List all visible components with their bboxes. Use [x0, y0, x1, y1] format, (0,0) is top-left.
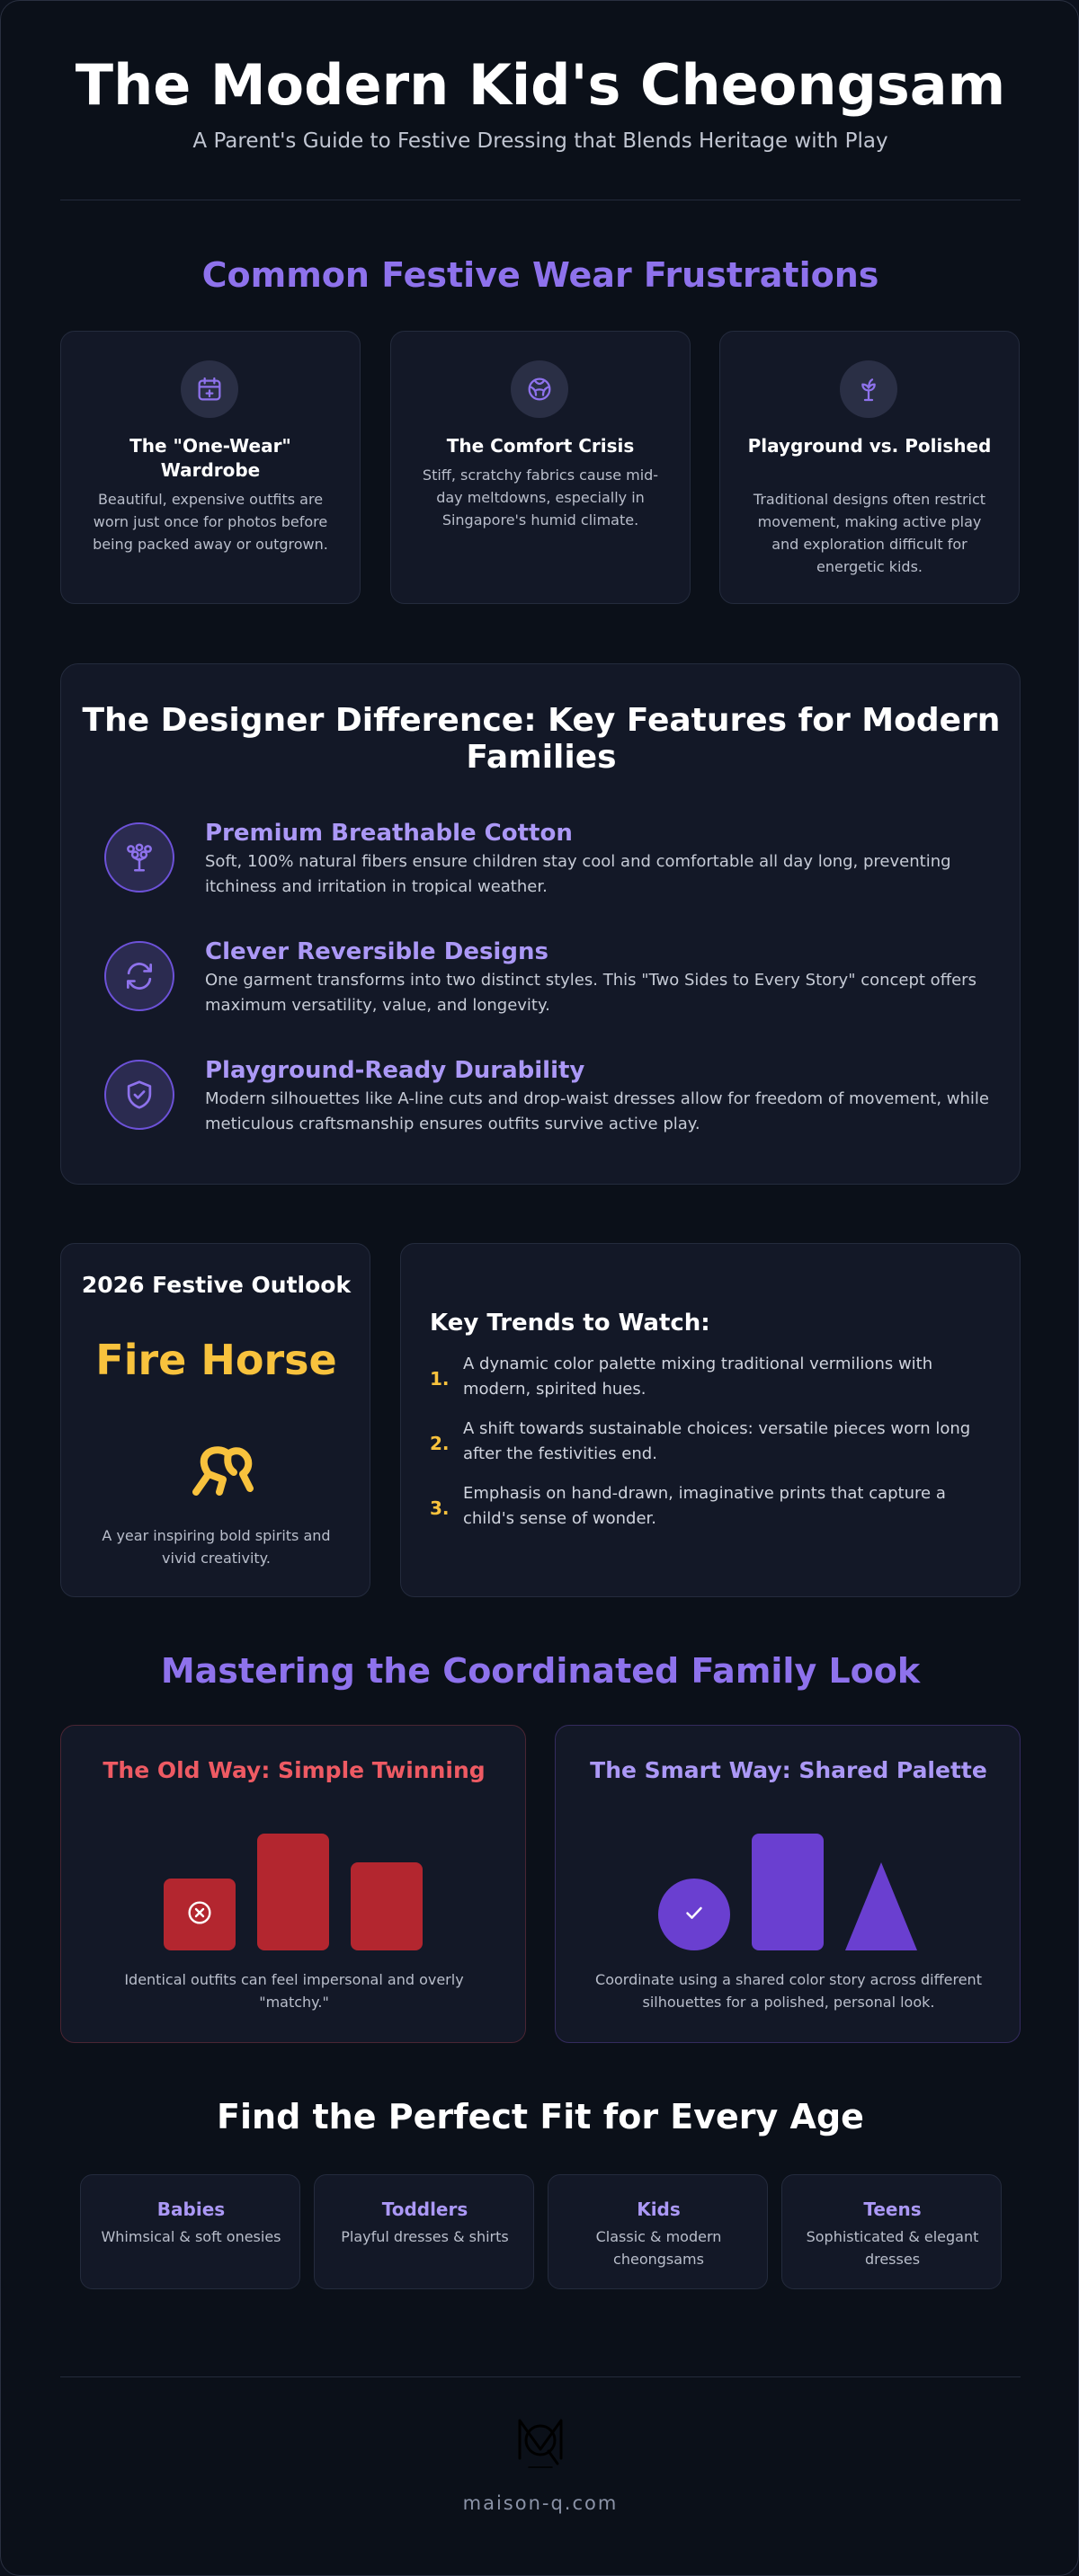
page-title: The Modern Kid's Cheongsam	[75, 52, 1006, 118]
footer-divider	[60, 2376, 1021, 2377]
feature-title: Playground-Ready Durability	[205, 1057, 585, 1084]
age-title: Toddlers	[381, 2198, 468, 2220]
smart-way-text: Coordinate using a shared color story across different silhouettes for a polished, personal look.	[595, 1971, 982, 2011]
twin-outfit-block	[257, 1834, 329, 1950]
feature-text: One garment transforms into two distinct styles. This "Two Sides to Every Story" concept offers maximum versatility, value, and longevity.	[205, 971, 976, 1015]
age-text: Sophisticated & elegant dresses	[806, 2228, 979, 2268]
old-way-title: The Old Way: Simple Twinning	[103, 1757, 486, 1783]
outlook-label: 2026 Festive Outlook	[81, 1272, 352, 1298]
features-card	[60, 663, 1021, 1185]
age-card-kids	[548, 2174, 768, 2289]
frustration-title: The "One-Wear" Wardrobe	[129, 435, 291, 481]
trend-number: 3.	[430, 1497, 450, 1519]
age-title: Babies	[156, 2198, 226, 2220]
reverse-arrows-icon	[104, 941, 174, 1011]
feature-title: Clever Reversible Designs	[205, 938, 548, 965]
frustration-card-one-wear	[60, 331, 361, 604]
trend-number: 1.	[430, 1368, 450, 1390]
fit-heading: Find the Perfect Fit for Every Age	[217, 2097, 864, 2136]
smart-way-card	[555, 1725, 1021, 2043]
calendar-plus-icon	[181, 360, 238, 418]
feature-text: Soft, 100% natural fibers ensure children stay cool and comfortable all day long, preventing itchiness and irritation in tropical weather.	[205, 852, 951, 896]
age-text: Classic & modern cheongsams	[595, 2228, 722, 2268]
site-url-link[interactable]: maison-q.com	[462, 2492, 619, 2514]
feature-text: Modern silhouettes like A-line cuts and drop-waist dresses allow for freedom of movement, while meticulous craftsmanship ensures outfits survive active play.	[205, 1089, 989, 1133]
age-card-toddlers	[314, 2174, 534, 2289]
frustration-card-playground	[719, 331, 1020, 604]
key-trends-card	[400, 1243, 1021, 1597]
old-way-card	[60, 1725, 526, 2043]
tangled-globe-icon	[511, 360, 568, 418]
trend-number: 2.	[430, 1433, 450, 1454]
check-icon	[681, 1899, 708, 1930]
outlook-year-name: Fire Horse	[95, 1336, 337, 1384]
palette-rectangle-shape	[752, 1834, 824, 1950]
trend-text: A dynamic color palette mixing traditional vermilions with modern, spirited hues.	[463, 1355, 933, 1399]
trends-heading: Key Trends to Watch:	[430, 1310, 710, 1337]
age-card-teens	[781, 2174, 1002, 2289]
page-subtitle: A Parent's Guide to Festive Dressing that Blends Heritage with Play	[192, 129, 888, 153]
palette-triangle-shape	[845, 1862, 917, 1950]
cotton-flower-icon	[104, 822, 174, 893]
frustration-card-comfort	[390, 331, 691, 604]
old-way-text: Identical outfits can feel impersonal and overly "matchy."	[124, 1971, 464, 2011]
trend-text: Emphasis on hand-drawn, imaginative prints that capture a child's sense of wonder.	[463, 1484, 946, 1528]
frustration-title: Playground vs. Polished	[747, 435, 992, 457]
shield-check-icon	[104, 1060, 174, 1130]
age-title: Teens	[863, 2198, 922, 2220]
mq-monogram-icon	[514, 2412, 566, 2474]
festive-outlook-card	[60, 1243, 370, 1597]
feature-title: Premium Breathable Cotton	[205, 820, 573, 847]
horse-icon	[187, 1440, 255, 1503]
twin-outfit-block	[351, 1862, 423, 1950]
features-heading: The Designer Difference: Key Features for Modern Families	[82, 702, 1001, 776]
palette-circle-shape	[658, 1879, 730, 1950]
age-title: Kids	[637, 2198, 681, 2220]
palm-icon	[840, 360, 897, 418]
family-look-heading: Mastering the Coordinated Family Look	[160, 1651, 921, 1691]
frustration-text: Traditional designs often restrict movement, making active play and exploration difficult for energetic kids.	[753, 491, 986, 575]
x-circle-icon	[185, 1898, 214, 1931]
age-card-babies	[80, 2174, 300, 2289]
frustration-title: The Comfort Crisis	[446, 435, 635, 457]
age-text: Whimsical & soft onesies	[101, 2228, 281, 2245]
outlook-text: A year inspiring bold spirits and vivid creativity.	[102, 1527, 331, 1567]
frustration-text: Beautiful, expensive outfits are worn just once for photos before being packed away or outgrown.	[93, 491, 328, 553]
trend-text: A shift towards sustainable choices: versatile pieces worn long after the festivities end.	[463, 1419, 971, 1463]
frustration-text: Stiff, scratchy fabrics cause mid-day meltdowns, especially in Singapore's humid climate.	[422, 466, 659, 529]
twin-outfit-block	[164, 1879, 236, 1950]
age-text: Playful dresses & shirts	[341, 2228, 509, 2245]
frustrations-heading: Common Festive Wear Frustrations	[201, 255, 879, 295]
smart-way-title: The Smart Way: Shared Palette	[590, 1757, 987, 1783]
